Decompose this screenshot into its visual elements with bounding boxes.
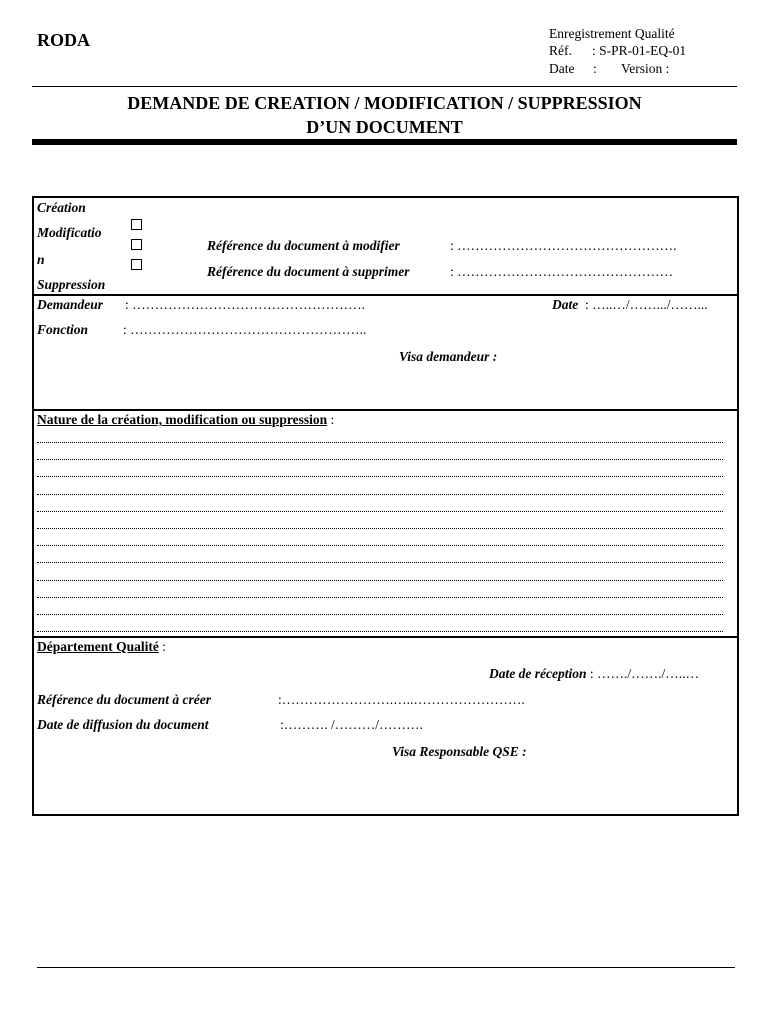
title-divider — [32, 139, 737, 145]
doc-title-line2: D’UN DOCUMENT — [306, 117, 463, 137]
nature-dotted-line — [37, 545, 723, 546]
nature-colon: : — [327, 412, 335, 427]
ref-modify-field[interactable]: : …………………………………………. — [450, 238, 677, 253]
option-modification-label-wrap: n — [37, 252, 45, 267]
nature-dotted-line — [37, 580, 723, 581]
nature-dotted-line — [37, 597, 723, 598]
function-label: Fonction — [37, 322, 89, 337]
nature-dotted-line — [37, 442, 723, 443]
requester-field[interactable]: : ……………………………………………. — [125, 297, 366, 312]
doc-title-line1: DEMANDE DE CREATION / MODIFICATION / SUPPRESSION — [127, 93, 642, 113]
function-field[interactable]: : …………………………………………….. — [123, 322, 367, 337]
visa-qse-label: Visa Responsable QSE : — [392, 744, 527, 759]
version-label: Version : — [621, 61, 670, 76]
nature-label: Nature de la création, modification ou suppression — [37, 412, 328, 427]
nature-heading — [37, 412, 334, 428]
diffusion-date-label: Date de diffusion du document — [37, 717, 209, 732]
dept-colon: : — [158, 639, 166, 654]
ref-create-field[interactable]: :…………………….…..……………………. — [278, 692, 525, 707]
reception-row — [489, 666, 699, 682]
checkbox-suppression[interactable] — [131, 259, 142, 270]
reception-date-field[interactable]: : ……./……./…..… — [586, 666, 699, 681]
visa-requester-label: Visa demandeur : — [399, 349, 498, 364]
company-name: RODA — [37, 30, 90, 50]
ref-label: Réf. — [549, 43, 572, 58]
ref-value: : S-PR-01-EQ-01 — [592, 43, 687, 58]
nature-dotted-line — [37, 614, 723, 615]
nature-dotted-line — [37, 459, 723, 460]
diffusion-date-field[interactable]: :………. /………/………. — [280, 717, 423, 732]
section-divider-3 — [32, 636, 737, 638]
ref-delete-field[interactable]: : ………………………………………… — [450, 264, 674, 279]
reception-date-label: Date de réception — [489, 666, 587, 681]
nature-dotted-line — [37, 511, 723, 512]
ref-create-label: Référence du document à créer — [37, 692, 211, 707]
dept-heading — [37, 639, 166, 655]
checkbox-modification[interactable] — [131, 239, 142, 250]
header-divider — [32, 86, 737, 87]
request-date-label: Date — [552, 297, 579, 312]
nature-dotted-line — [37, 631, 723, 632]
date-label: Date — [549, 61, 575, 76]
record-type: Enregistrement Qualité — [549, 26, 675, 41]
requester-label: Demandeur — [37, 297, 104, 312]
checkbox-creation[interactable] — [131, 219, 142, 230]
request-date-field[interactable]: : …..…/…….../……... — [585, 297, 708, 312]
option-creation-label: Création — [37, 200, 86, 215]
footer-divider — [37, 967, 735, 968]
ref-modify-label: Référence du document à modifier — [207, 238, 400, 253]
nature-dotted-line — [37, 494, 723, 495]
section-divider-2 — [32, 409, 737, 411]
section-divider-1 — [32, 294, 737, 296]
nature-dotted-line — [37, 476, 723, 477]
nature-dotted-line — [37, 562, 723, 563]
option-modification-label: Modificatio — [37, 225, 102, 240]
option-suppression-label: Suppression — [37, 277, 106, 292]
dept-label: Département Qualité — [37, 639, 159, 654]
ref-delete-label: Référence du document à supprimer — [207, 264, 410, 279]
nature-dotted-line — [37, 528, 723, 529]
date-colon: : — [593, 61, 597, 76]
